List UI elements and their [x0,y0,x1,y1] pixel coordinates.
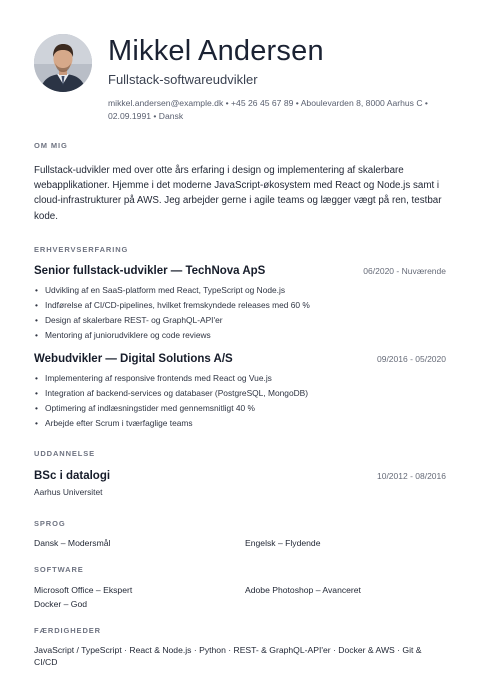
job-title: Webudvikler — Digital Solutions A/S [34,353,233,365]
experience-entry [34,353,446,433]
job-bullets [34,371,446,431]
job-title: Senior fullstack-udvikler — TechNova ApS [34,265,266,277]
software-item: Adobe Photoshop – Avanceret [245,585,361,595]
skills-list: JavaScript / TypeScript · React & Node.js · Python · REST- & GraphQL-API'er · Docker & AWS · Git & CI/CD [34,645,422,667]
job-bullets [34,283,446,343]
section-heading-education: UDDANNELSE [34,449,96,458]
language-item: Dansk – Modersmål [34,538,111,548]
language-item: Engelsk – Flydende [245,538,321,548]
education-school: Aarhus Universitet [34,487,103,497]
about-text: Fullstack-udvikler med over otte års erfaring i design og implementering af skalerbare webapplikationer. Hjemme i det moderne JavaScript-økosystem med React og Node.js samt i cloud-infrastrukturer på AWS. Jeg arbejder gerne i agile teams og lægger vægt på ren, testbar kode. [34,165,442,222]
software-item: Docker – God [34,599,88,609]
candidate-title: Fullstack-softwareudvikler [108,72,258,87]
job-bullet: • Optimering af indlæsningstider med gennemsnitligt 40 % [34,401,446,416]
experience-entry [34,265,446,345]
job-bullet: • Arbejde efter Scrum i tværfaglige teams [34,416,446,431]
job-bullet: • Design af skalerbare REST- og GraphQL-API'er [34,313,446,328]
section-heading-about: OM MIG [34,141,68,150]
job-bullet: • Udvikling af en SaaS-platform med React, TypeScript og Node.js [34,283,446,298]
education-degree: BSc i datalogi [34,470,111,482]
contact-info: mikkel.andersen@example.dk • +45 26 45 67 89 • Aboulevarden 8, 8000 Aarhus C • 02.09.1991 • Dansk [108,98,428,121]
candidate-name: Mikkel Andersen [108,35,324,67]
section-heading-languages: SPROG [34,519,66,528]
education-entry [34,470,446,500]
section-heading-experience: ERHVERVSERFARING [34,245,129,254]
section-heading-software: SOFTWARE [34,565,84,574]
job-date: 09/2016 - 05/2020 [376,354,446,364]
avatar [34,34,92,92]
section-heading-skills: FÆRDIGHEDER [34,626,101,635]
job-bullet: • Indførelse af CI/CD-pipelines, hvilket fremskyndede releases med 60 % [34,298,446,313]
job-bullet: • Mentoring af juniorudviklere og code reviews [34,328,446,343]
job-date: 06/2020 - Nuværende [363,266,446,276]
job-bullet: • Integration af backend-services og databaser (PostgreSQL, MongoDB) [34,386,446,401]
software-item: Microsoft Office – Ekspert [34,585,133,595]
cv-header [34,34,454,124]
job-bullet: • Implementering af responsive frontends med React og Vue.js [34,371,446,386]
education-date: 10/2012 - 08/2016 [376,471,446,481]
